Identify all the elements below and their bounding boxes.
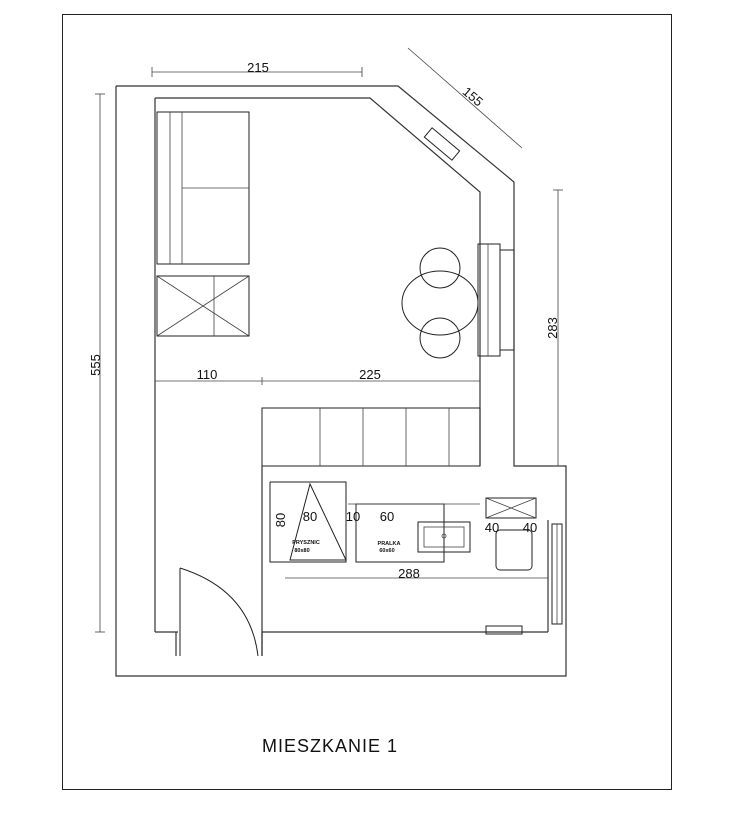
- door-swing: [180, 568, 258, 656]
- window-right: [478, 244, 500, 356]
- dim-living-left: 110: [196, 367, 218, 382]
- washer-label: PRALKA: [377, 541, 401, 547]
- dim-diagonal: 155: [459, 83, 487, 110]
- dim-gap: 10: [345, 509, 361, 524]
- inner-wall: [155, 98, 480, 466]
- dim-washer-width: 60: [379, 509, 395, 524]
- dim-living-right: 225: [359, 367, 381, 382]
- chair-top: [420, 248, 460, 288]
- washer-size-label: 60x60: [379, 548, 395, 554]
- dim-left-height: 555: [88, 354, 103, 376]
- radiator: [486, 626, 522, 634]
- dining-table: [402, 271, 478, 335]
- dim-shower-depth: 80: [273, 512, 288, 528]
- chair-bottom: [420, 318, 460, 358]
- plan-title: MIESZKANIE 1: [261, 736, 399, 756]
- dim-bathroom-width: 288: [398, 566, 420, 581]
- washer-area: [356, 504, 444, 562]
- dim-cabinet-right: 40: [522, 520, 538, 535]
- dim-top-width: 215: [247, 60, 269, 75]
- dim-cabinet-left: 40: [484, 520, 500, 535]
- toilet: [496, 530, 532, 570]
- dim-shower-width: 80: [302, 509, 318, 524]
- dim-right-height: 283: [545, 317, 560, 339]
- shower-label: PRYSZNIC: [292, 540, 320, 546]
- kitchen-counter: [262, 408, 480, 466]
- shower-size-label: 80x80: [294, 548, 310, 554]
